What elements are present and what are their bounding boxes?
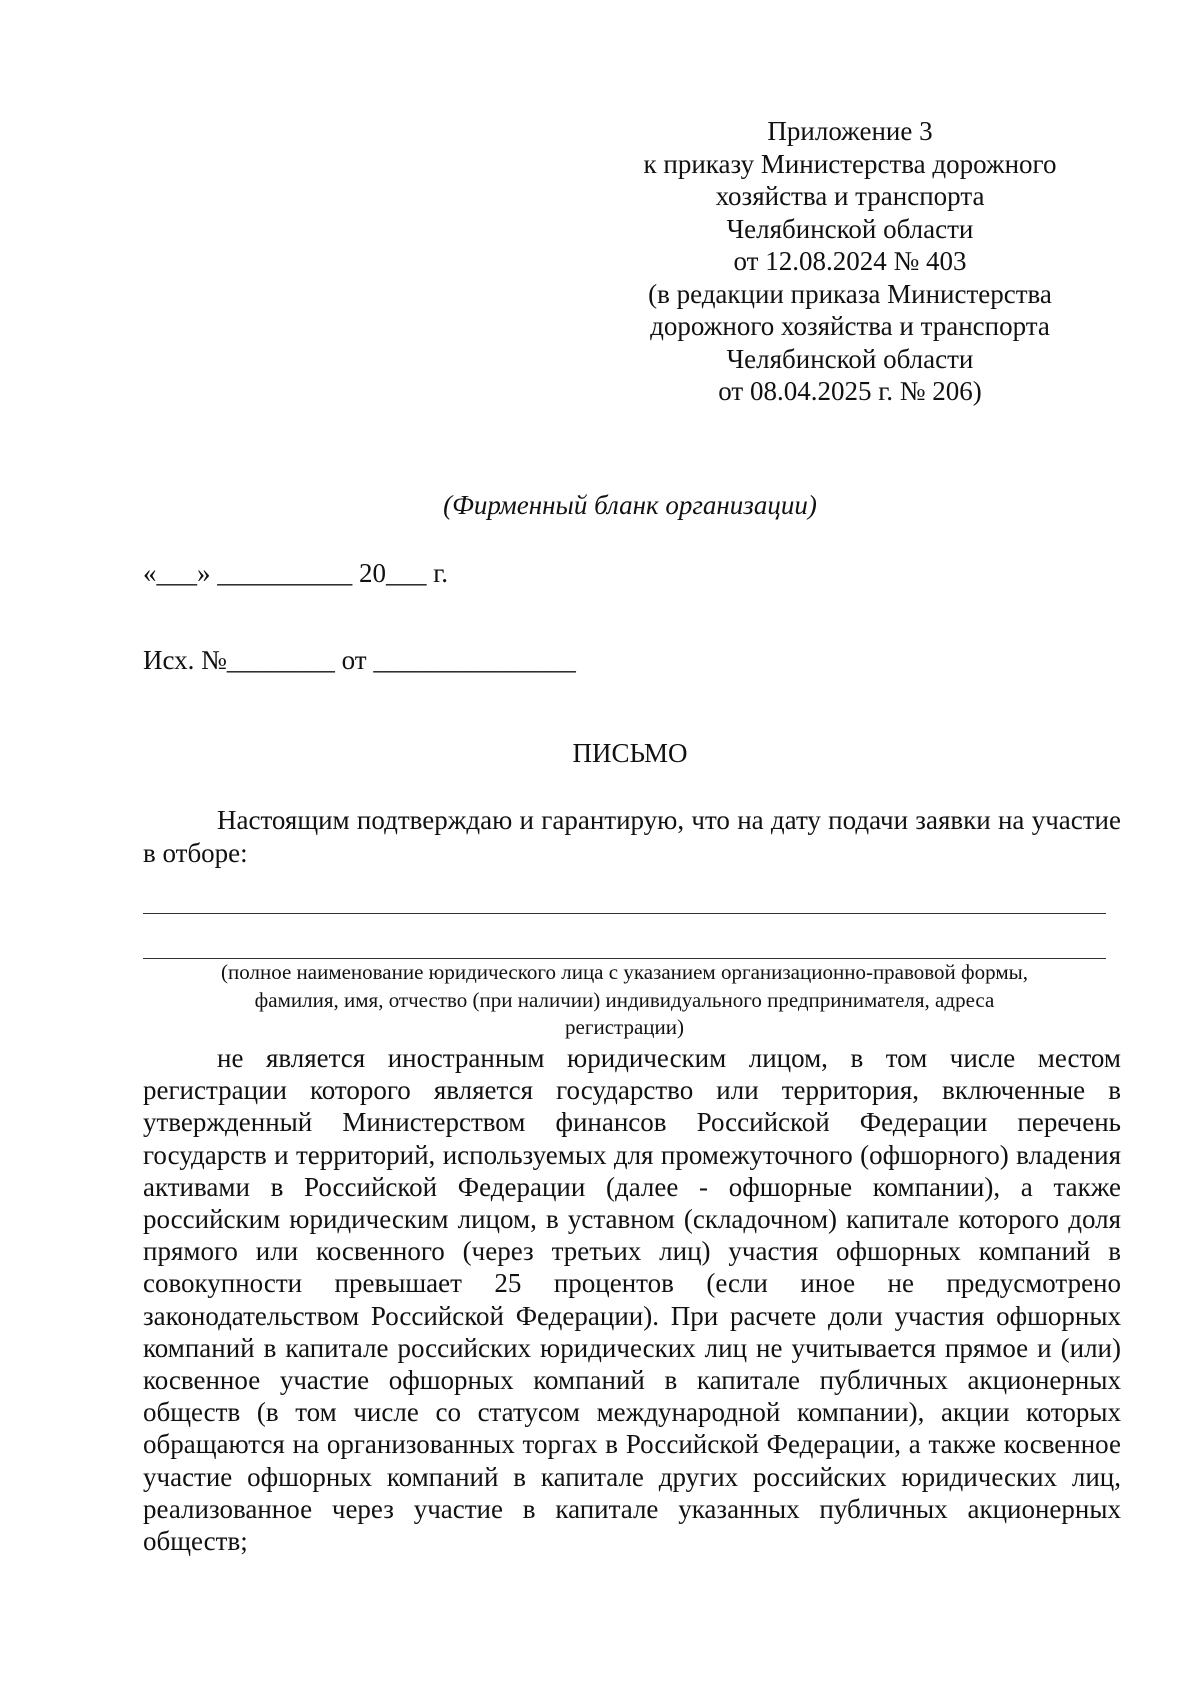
appendix-line: к приказу Министерства дорожного [643, 148, 1057, 179]
appendix-line: Приложение 3 [767, 116, 933, 146]
intro-paragraph: Настоящим подтверждаю и гарантирую, что на дату подачи заявки на участие в отборе: [143, 805, 1121, 868]
appendix-line: дорожного хозяйства и транспорта [650, 311, 1050, 341]
date-line: «___» __________ 20___ г. [143, 558, 449, 588]
organization-name-line [143, 913, 1106, 914]
field-hint-line: фамилия, имя, отчество (при наличии) индивидуального предпринимателя, адреса [254, 987, 995, 1012]
appendix-line: Челябинской области [726, 343, 974, 374]
appendix-line: хозяйства и транспорта [715, 181, 985, 211]
appendix-line: от 12.08.2024 № 403 [733, 246, 967, 276]
appendix-header [600, 115, 1100, 408]
appendix-line: Челябинской области [726, 213, 974, 244]
appendix-line: (в редакции приказа Министерства [648, 278, 1052, 309]
field-hint [143, 959, 1106, 1042]
document-title: ПИСЬМО [572, 738, 688, 768]
outgoing-reference-line: Исх. №________ от _______________ [143, 645, 576, 675]
body-paragraph: не является иностранным юридическим лицом, в том числе местом регистрации которого является государство или территория, включенные в утвержденный Министерством финансов Российской Федерации перечень государств и территорий, используемых для промежуточного (офшорного) владения активами в Российской Федерации (далее - офшорные компании), а также российским юридическим лицом, в уставном (складочном) капитале которого доля прямого или косвенного (через третьих лиц) участия офшорных компаний в совокупности превышает 25 процентов (если иное не предусмотрено законодательством Российской Федерации). При расчете доли участия офшорных компаний в капитале российских юридических лиц не учитывается прямое и (или) косвенное участие офшорных компаний в капитале публичных акционерных обществ (в том числе со статусом международной компании), акции которых обращаются на организованных торгах в Российской Федерации, а также косвенное участие офшорных компаний в капитале других российских юридических лиц, реализованное через участие в капитале указанных публичных акционерных обществ; [143, 1043, 1121, 1557]
field-hint-line: регистрации) [565, 1015, 684, 1039]
appendix-line: от 08.04.2025 г. № 206) [718, 376, 982, 406]
letterhead-placeholder: (Фирменный бланк организации) [443, 490, 817, 520]
field-hint-line: (полное наименование юридического лица с указанием организационно-правовой формы, [221, 960, 1028, 984]
